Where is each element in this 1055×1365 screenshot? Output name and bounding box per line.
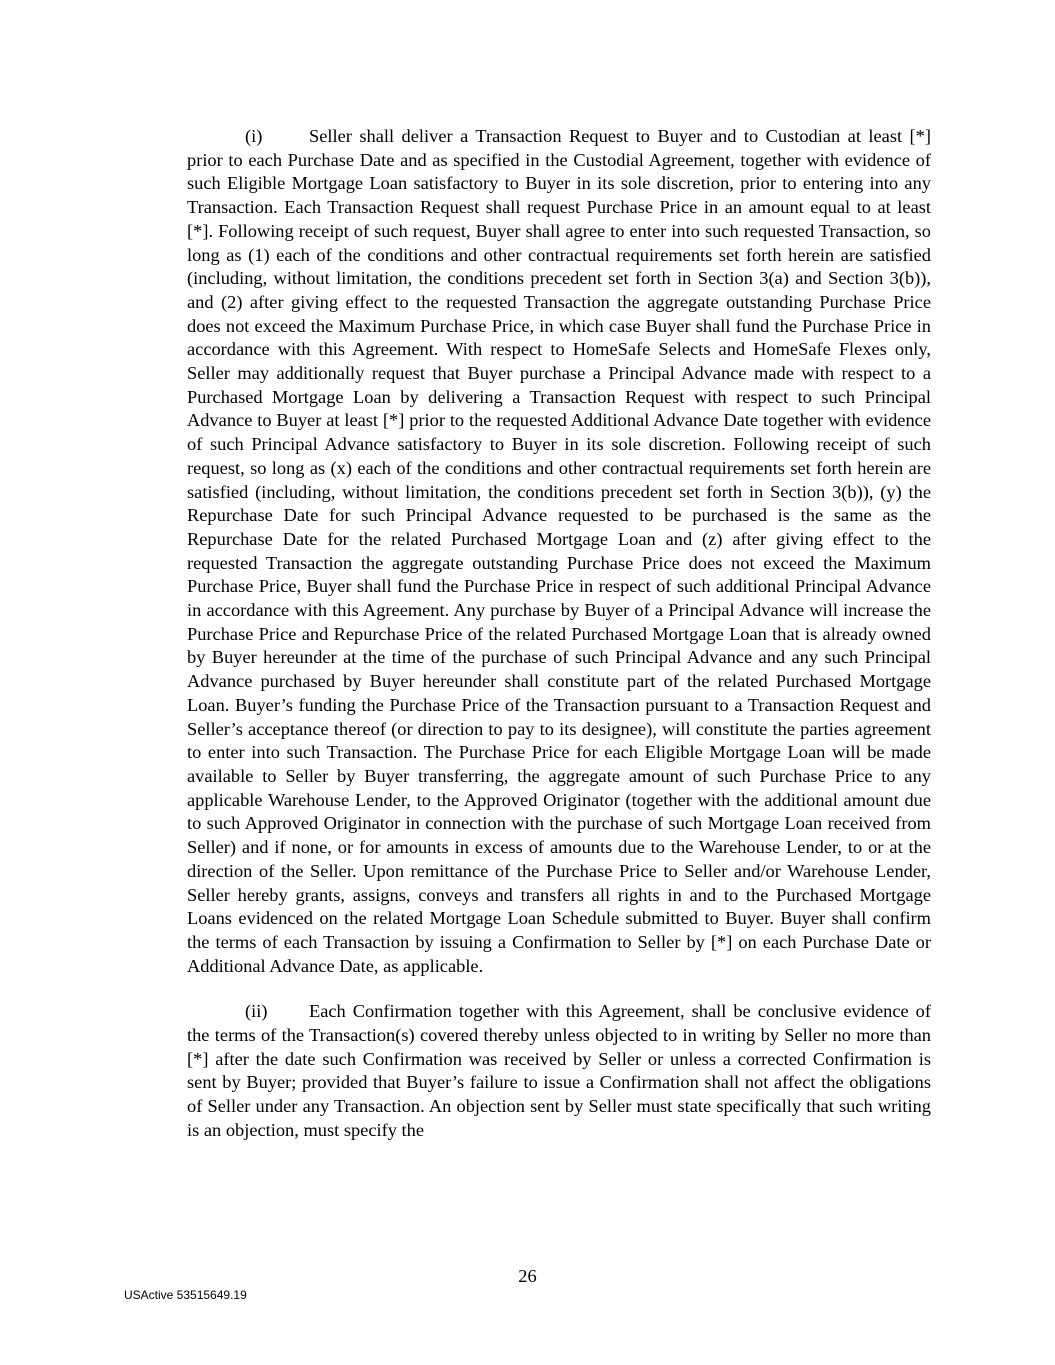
paragraph-number: (i) [245, 126, 263, 146]
paragraph-text: Each Confirmation together with this Agreement, shall be conclusive evidence of the terms of the Transaction(s) covered thereby unless objected to in writing by Seller no more than [*] after the date such Confirmation was received by Seller or unless a corrected Confirmation is sent by Buyer; provided that Buyer’s failure to issue a Confirmation shall not affect the obligations of Seller under any Transaction. An objection sent by Seller must state specifically that such writing is an objection, must specify the [187, 1001, 931, 1140]
document-id: USActive 53515649.19 [124, 1288, 247, 1302]
paragraph-number: (ii) [245, 1001, 268, 1022]
paragraph-text: Seller shall deliver a Transaction Request to Buyer and to Custodian at least [*] prior to each Purchase Date and as specified in the Custodial Agreement, together with evidence of such Eligible Mortgage Loan satisfactory to Buyer in its sole discretion, prior to entering into any Transaction. Each Transaction Request shall request Purchase Price in an amount equal to at least [*]. Following receipt of such request, Buyer shall agree to enter into such requested Transaction, so long as (1) each of the conditions and other contractual requirements set forth herein are satisfied (including, without limitation, the conditions precedent set forth in Section 3(a) and Section 3(b)), and (2) after giving effect to the requested Transaction the aggregate outstanding Purchase Price does not exceed the Maximum Purchase Price, in which case Buyer shall fund the Purchase Price in accordance with this Agreement. With respect to HomeSafe Selects and HomeSafe Flexes only, Seller may additionally request that Buyer purchase a Principal Advance made with respect to a Purchased Mortgage Loan by delivering a Transaction Request with respect to such Principal Advance to Buyer at least [*] prior to the requested Additional Advance Date together with evidence of such Principal Advance satisfactory to Buyer in its sole discretion. Following receipt of such request, so long as (x) each of the conditions and other contractual requirements set forth herein are satisfied (including, without limitation, the conditions precedent set forth in Section 3(b)), (y) the Repurchase Date for such Principal Advance requested to be purchased is the same as the Repurchase Date for the related Purchased Mortgage Loan and (z) after giving effect to the requested Transaction the aggregate outstanding Purchase Price does not exceed the Maximum Purchase Price, Buyer shall fund the Purchase Price in respect of such additional Principal Advance in accordance with this Agreement. Any purchase by Buyer of a Principal Advance will increase the Purchase Price and Repurchase Price of the related Purchased Mortgage Loan that is already owned by Buyer hereunder at the time of the purchase of such Principal Advance and any such Principal Advance purchased by Buyer hereunder shall constitute part of the related Purchased Mortgage Loan. Buyer’s funding the Purchase Price of the Transaction pursuant to a Transaction Request and Seller’s acceptance thereof (or direction to pay to its designee), will constitute the parties agreement to enter into such Transaction. The Purchase Price for each Eligible Mortgage Loan will be made available to Seller by Buyer transferring, the aggregate amount of such Purchase Price to any applicable Warehouse Lender, to the Approved Originator (together with the additional amount due to such Approved Originator in connection with the purchase of such Mortgage Loan received from Seller) and if none, or for amounts in excess of amounts due to the Warehouse Lender, to or at the direction of the Seller. Upon remittance of the Purchase Price to Seller and/or Warehouse Lender, Seller hereby grants, assigns, conveys and transfers all rights in and to the Purchased Mortgage Loans evidenced on the related Mortgage Loan Schedule submitted to Buyer. Buyer shall confirm the terms of each Transaction by issuing a Confirmation to Seller by [*] on each Purchase Date or Additional Advance Date, as applicable. [187, 126, 931, 976]
body-text [187, 125, 931, 1143]
page-number: 26 [518, 1266, 537, 1286]
paragraph-i [187, 125, 931, 978]
paragraph-ii [187, 1000, 931, 1142]
